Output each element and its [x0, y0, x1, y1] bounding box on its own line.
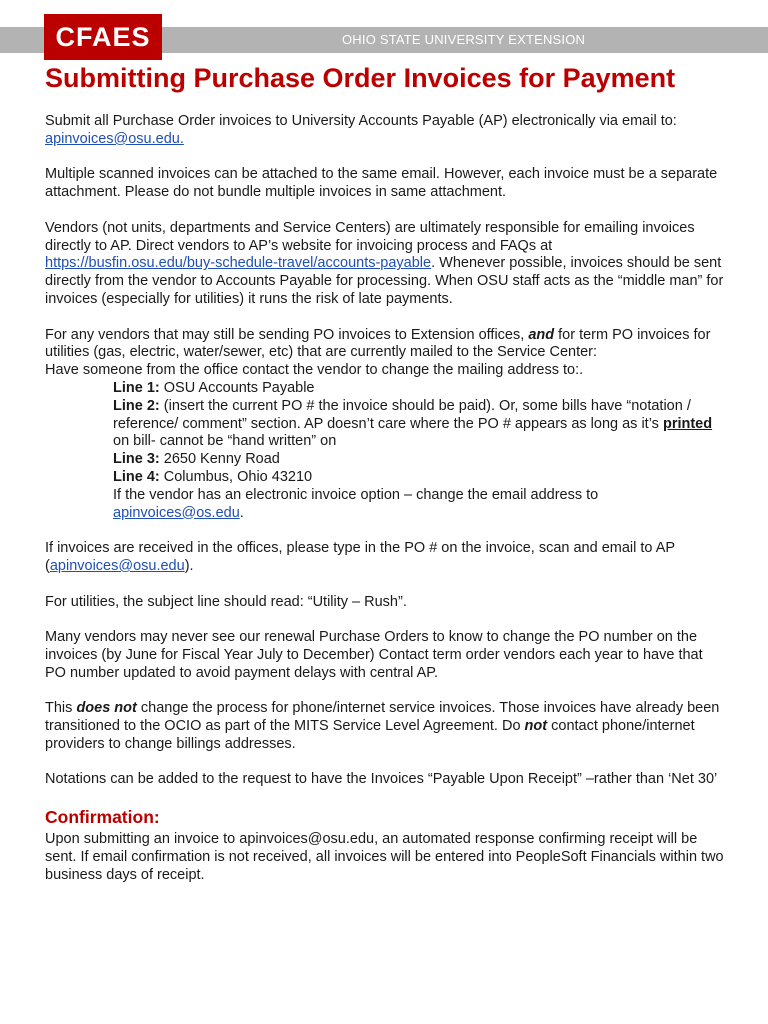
electronic-invoice-note: If the vendor has an electronic invoice option – change the email address to apinvoices@os.edu.: [113, 486, 599, 521]
apinvoices-link-2[interactable]: apinvoices@osu.edu: [49, 557, 185, 574]
cfaes-logo[interactable]: CFAES: [44, 14, 162, 60]
confirmation-paragraph: Upon submitting an invoice to apinvoices@osu.edu, an automated response confirming receipt will be sent. If email confirmation is not received, all invoices will be entered into PeopleSoft Financials within two business days of receipt.: [45, 831, 724, 883]
notations-paragraph: Notations can be added to the request to have the Invoices “Payable Upon Receipt” –rather than ‘Net 30’: [45, 771, 718, 788]
address-line-3: Line 3: 2650 Kenny Road: [113, 451, 280, 468]
document-body: [45, 113, 725, 884]
office-invoices-paragraph: If invoices are received in the offices, please type in the PO # on the invoice, scan and email to AP (apinvoices@osu.edu).: [45, 540, 675, 574]
attachments-paragraph: Multiple scanned invoices can be attached to the same email. However, each invoice must be a separate attachment. Please do not bundle multiple invoices in same attachment.: [45, 166, 718, 201]
renewal-paragraph: Many vendors may never see our renewal Purchase Orders to know to change the PO number on the invoices (by June for Fiscal Year July to December) Contact term order vendors each year to have that PO number updated to avoid payment delays with central AP.: [45, 629, 703, 681]
vendors-paragraph: Vendors (not units, departments and Service Centers) are ultimately responsible for emailing invoices directly to AP. Direct vendors to AP’s website for invoicing process and FAQs at https://busfin.osu.edu/buy-schedule-travel/accounts-payable. Whenever possible, invoices should be sent directly from the vendor to Accounts Payable for processing. When OSU staff acts as the “middle man” for invoices (especially for utilities) it runs the risk of late payments.: [45, 219, 724, 307]
address-line-4: Line 4: Columbus, Ohio 43210: [113, 468, 313, 485]
mailing-address-block: [113, 380, 725, 522]
utilities-paragraph: For utilities, the subject line should read: “Utility – Rush”.: [45, 593, 407, 610]
address-line-1: Line 1: OSU Accounts Payable: [113, 379, 315, 396]
extension-offices-paragraph: For any vendors that may still be sending PO invoices to Extension offices, and for term PO invoices for utilities (gas, electric, water/sewer, etc) that are currently mailed to the Service Center: Have someone from the office contact the vendor to change the mailing address to:.: [45, 326, 711, 379]
org-name: OHIO STATE UNIVERSITY EXTENSION: [342, 32, 586, 47]
apinvoices-os-link[interactable]: apinvoices@os.edu: [113, 504, 240, 521]
page-title: Submitting Purchase Order Invoices for Payment: [45, 63, 676, 93]
intro-paragraph: Submit all Purchase Order invoices to University Accounts Payable (AP) electronically via email to: apinvoices@osu.edu.: [45, 113, 677, 147]
apinvoices-link[interactable]: apinvoices@osu.edu.: [45, 130, 184, 147]
phone-internet-paragraph: This does not change the process for phone/internet service invoices. Those invoices have already been transitioned to the OCIO as part of the MITS Service Level Agreement. Do not contact phone/internet providers to change billings addresses.: [45, 700, 720, 752]
confirmation-heading: Confirmation:: [45, 807, 160, 828]
address-line-2: Line 2: (insert the current PO # the invoice should be paid). Or, some bills have “notation / reference/ comment” section. AP doesn’t care where the PO # appears as long as it’s printed on bill- cannot be “hand written” on: [113, 397, 713, 450]
accounts-payable-link[interactable]: https://busfin.osu.edu/buy-schedule-travel/accounts-payable: [45, 255, 432, 272]
